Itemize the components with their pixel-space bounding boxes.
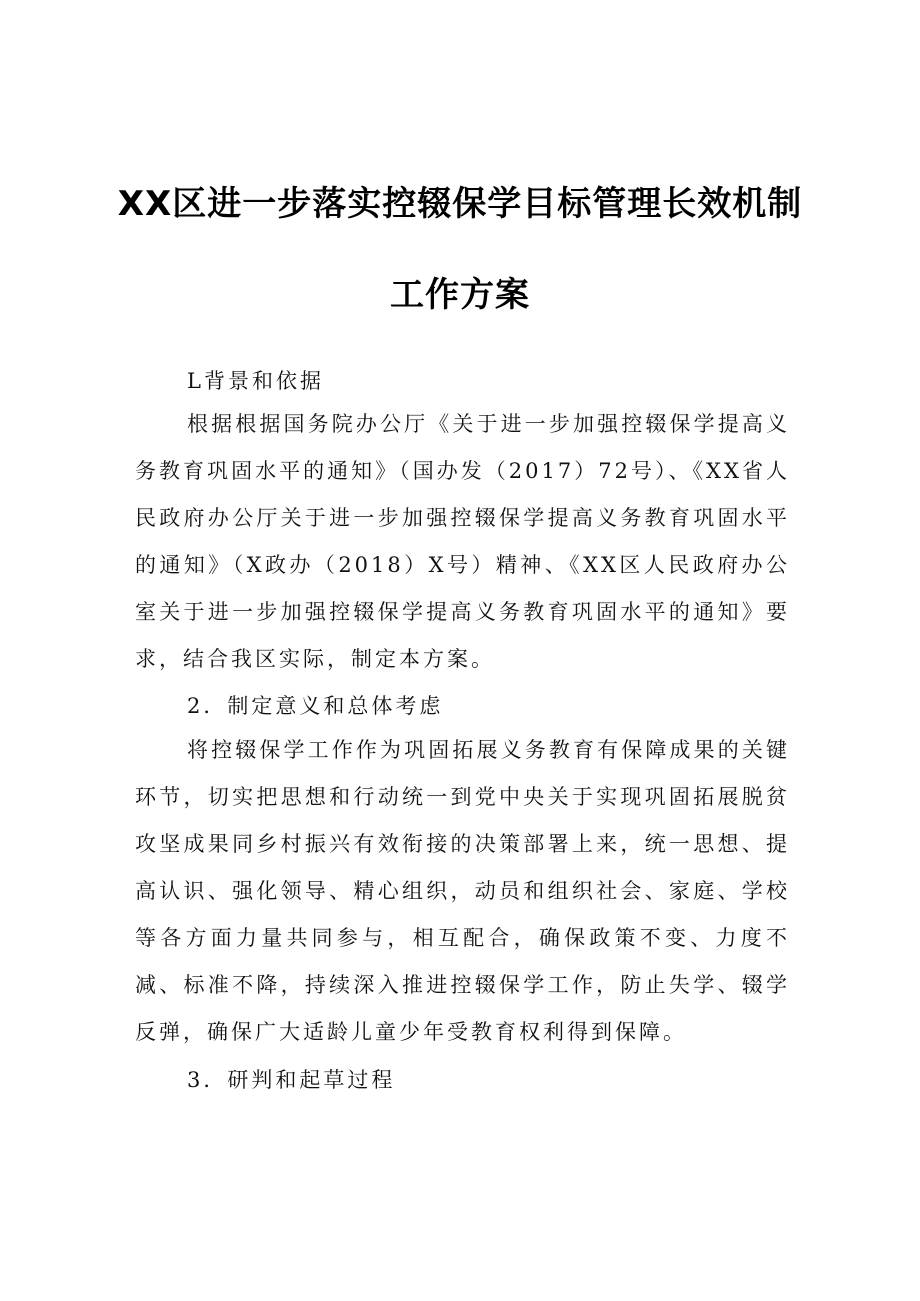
section-heading-background: L背景和依据 <box>187 369 324 393</box>
paragraph-text: 将控辍保学工作作为巩固拓展义务教育有保障成果的关键环节，切实把思想和行动统一到党中央关于实现巩固拓展脱贫攻坚成果同乡村振兴有效衔接的决策部署上来，统一思想、提高认识、强化领导、精心组织，动员和组织社会、家庭、学校等各方面力量共同参与，相互配合，确保政策不变、力度不减、标准不降，持续深入推进控辍保学工作，防止失学、辍学反弹，确保广大适龄儿童少年受教育权利得到保障。 <box>135 738 790 1044</box>
document-title-line-2: 工作方案 <box>390 275 530 315</box>
section-paragraph-significance <box>135 727 790 1056</box>
document-title-line-1: XX区进一步落实控辍保学目标管理长效机制 <box>117 184 803 224</box>
section-paragraph-background <box>135 401 790 683</box>
section-heading-significance: 2．制定意义和总体考虑 <box>187 694 444 718</box>
paragraph-text: 根据根据国务院办公厅《关于进一步加强控辍保学提高义务教育巩固水平的通知》（国办发（2017）72号）、《XX省人民政府办公厅关于进一步加强控辍保学提高义务教育巩固水平的通知》（X政办（2018）X号）精神、《XX区人民政府办公室关于进一步加强控辍保学提高义务教育巩固水平的通知》要求，结合我区实际，制定本方案。 <box>135 412 790 671</box>
section-heading-drafting-process: 3．研判和起草过程 <box>187 1068 396 1092</box>
